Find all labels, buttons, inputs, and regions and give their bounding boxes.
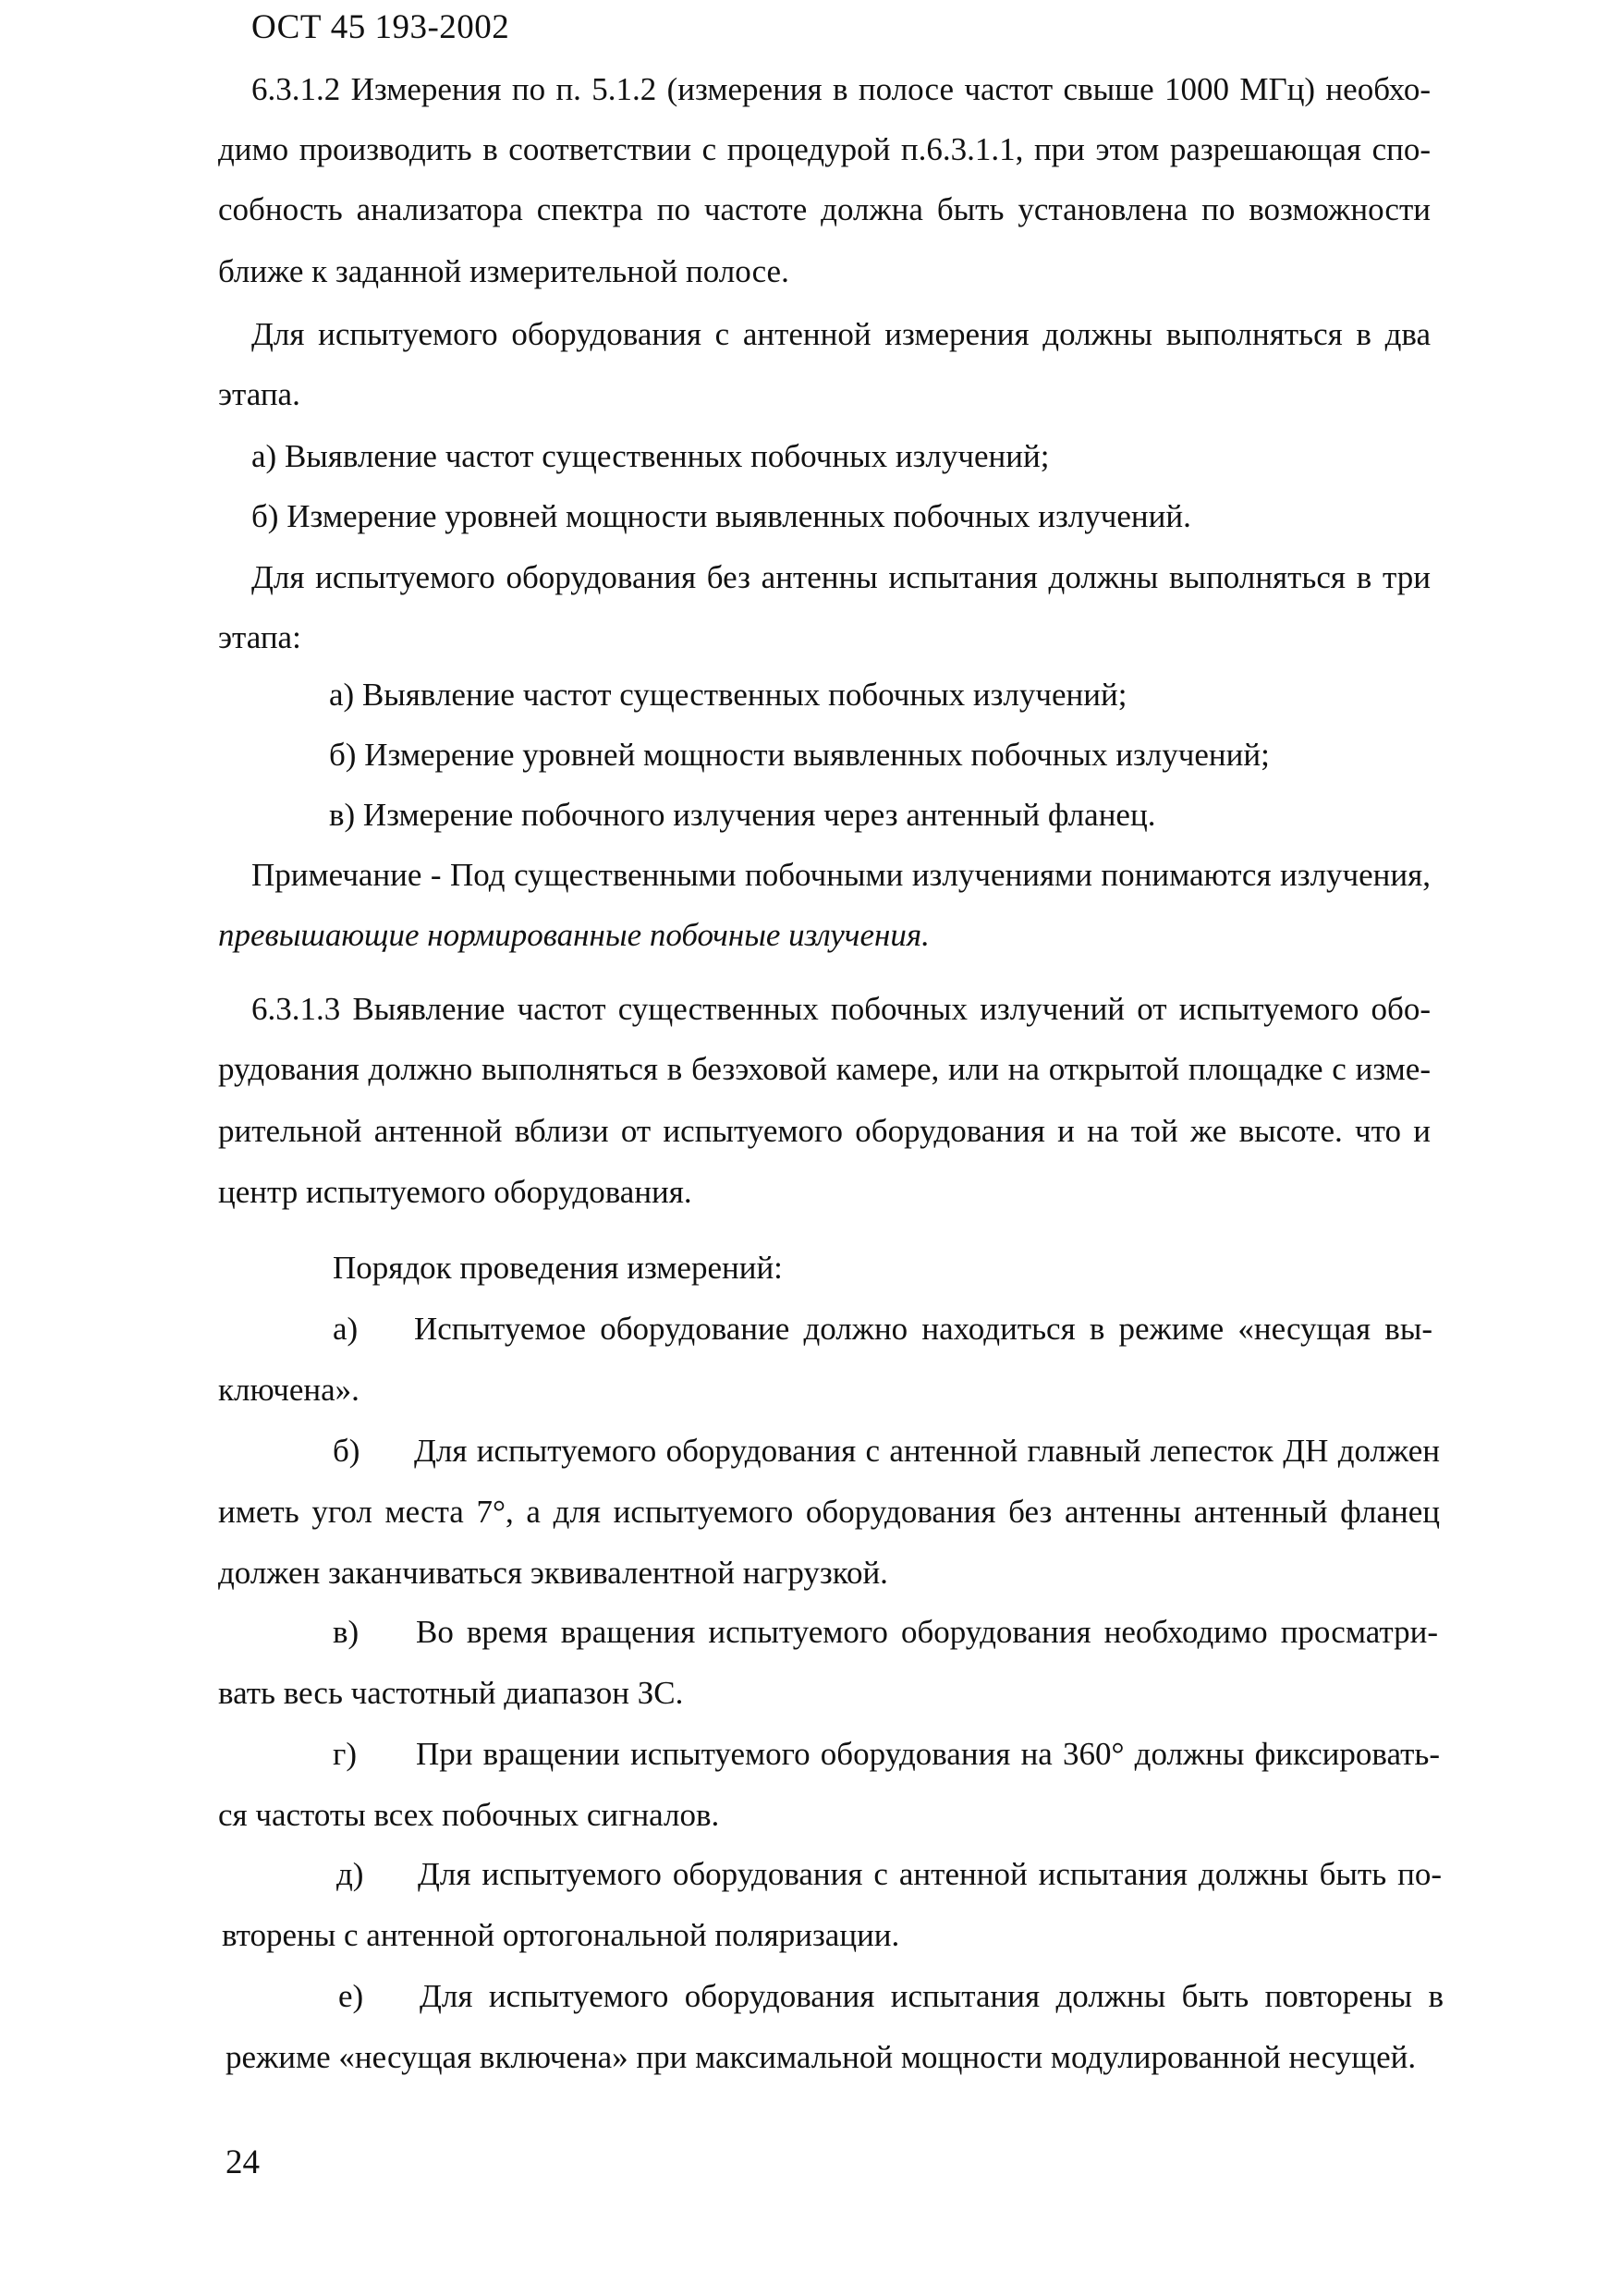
with-antenna-item-a: а) Выявление частот существенных побочных излучений;	[251, 438, 1050, 474]
procedure-item-e-line-2: вторены с антенной ортогональной поляризации.	[222, 1917, 900, 1953]
procedure-item-e-marker: д)	[336, 1856, 364, 1892]
paragraph-without-antenna-line-2: этапа:	[218, 619, 301, 655]
procedure-item-a-marker: а)	[333, 1311, 359, 1347]
paragraph-6-3-1-2-line-4: ближе к заданной измерительной полосе.	[218, 253, 789, 289]
procedure-item-f-line-2: режиме «несущая включена» при максимальной мощности модулированной несущей.	[225, 2039, 1417, 2075]
procedure-item-b-marker: б)	[333, 1433, 360, 1469]
paragraph-with-antenna-line-1: Для испытуемого оборудования с антенной измерения должны выполняться в два	[251, 316, 1431, 352]
procedure-item-c-line-1: Во время вращения испытуемого оборудования необходимо просматри-	[416, 1614, 1438, 1650]
paragraph-6-3-1-2-line-1: 6.3.1.2 Измерения по п. 5.1.2 (измерения в полосе частот свыше 1000 МГц) необхо-	[251, 71, 1431, 107]
procedure-item-d-marker: г)	[333, 1736, 358, 1772]
paragraph-with-antenna-line-2: этапа.	[218, 376, 300, 412]
paragraph-6-3-1-3-line-2: рудования должно выполняться в безэховой камере, или на открытой площадке с изме-	[218, 1051, 1431, 1087]
note-line-1: Примечание - Под существенными побочными излучениями понимаются излучения,	[251, 857, 1431, 893]
procedure-item-b-line-1: Для испытуемого оборудования с антенной главный лепесток ДН должен	[414, 1433, 1440, 1469]
with-antenna-item-b: б) Измерение уровней мощности выявленных побочных излучений.	[251, 498, 1191, 534]
procedure-item-b-line-3: должен заканчиваться эквивалентной нагрузкой.	[218, 1555, 888, 1591]
procedure-item-c-marker: в)	[333, 1614, 360, 1650]
procedure-item-a-line-2: ключена».	[218, 1372, 360, 1408]
paragraph-6-3-1-2-line-2: димо производить в соответствии с процедурой п.6.3.1.1, при этом разрешающая спо-	[218, 131, 1431, 167]
procedure-item-f-line-1: Для испытуемого оборудования испытания должны быть повторены в	[420, 1978, 1444, 2014]
paragraph-without-antenna-line-1: Для испытуемого оборудования без антенны испытания должны выполняться в три	[251, 559, 1431, 595]
without-antenna-item-c: в) Измерение побочного излучения через антенный фланец.	[329, 797, 1156, 833]
paragraph-6-3-1-2-line-3: собность анализатора спектра по частоте должна быть установлена по возможности	[218, 191, 1431, 227]
note-line-2: превышающие нормированные побочные излучения.	[218, 917, 930, 953]
procedure-title: Порядок проведения измерений:	[333, 1250, 783, 1286]
paragraph-6-3-1-3-line-1: 6.3.1.3 Выявление частот существенных побочных излучений от испытуемого обо-	[251, 991, 1431, 1027]
without-antenna-item-b: б) Измерение уровней мощности выявленных побочных излучений;	[329, 737, 1270, 773]
paragraph-6-3-1-3-line-3: рительной антенной вблизи от испытуемого оборудования и на той же высоте. что и	[218, 1113, 1431, 1149]
page-number: 24	[225, 2143, 260, 2181]
procedure-item-d-line-1: При вращении испытуемого оборудования на 360° должны фиксировать-	[416, 1736, 1440, 1772]
document-header: ОСТ 45 193-2002	[251, 8, 510, 46]
procedure-item-b-line-2: иметь угол места 7°, а для испытуемого оборудования без антенны антенный фланец	[218, 1494, 1440, 1530]
procedure-item-f-marker: е)	[338, 1978, 364, 2014]
procedure-item-d-line-2: ся частоты всех побочных сигналов.	[218, 1797, 720, 1833]
procedure-item-e-line-1: Для испытуемого оборудования с антенной испытания должны быть по-	[418, 1856, 1442, 1892]
procedure-item-a-line-1: Испытуемое оборудование должно находиться в режиме «несущая вы-	[414, 1311, 1432, 1347]
paragraph-6-3-1-3-line-4: центр испытуемого оборудования.	[218, 1174, 692, 1210]
without-antenna-item-a: а) Выявление частот существенных побочных излучений;	[329, 677, 1127, 713]
procedure-item-c-line-2: вать весь частотный диапазон ЗС.	[218, 1675, 684, 1711]
